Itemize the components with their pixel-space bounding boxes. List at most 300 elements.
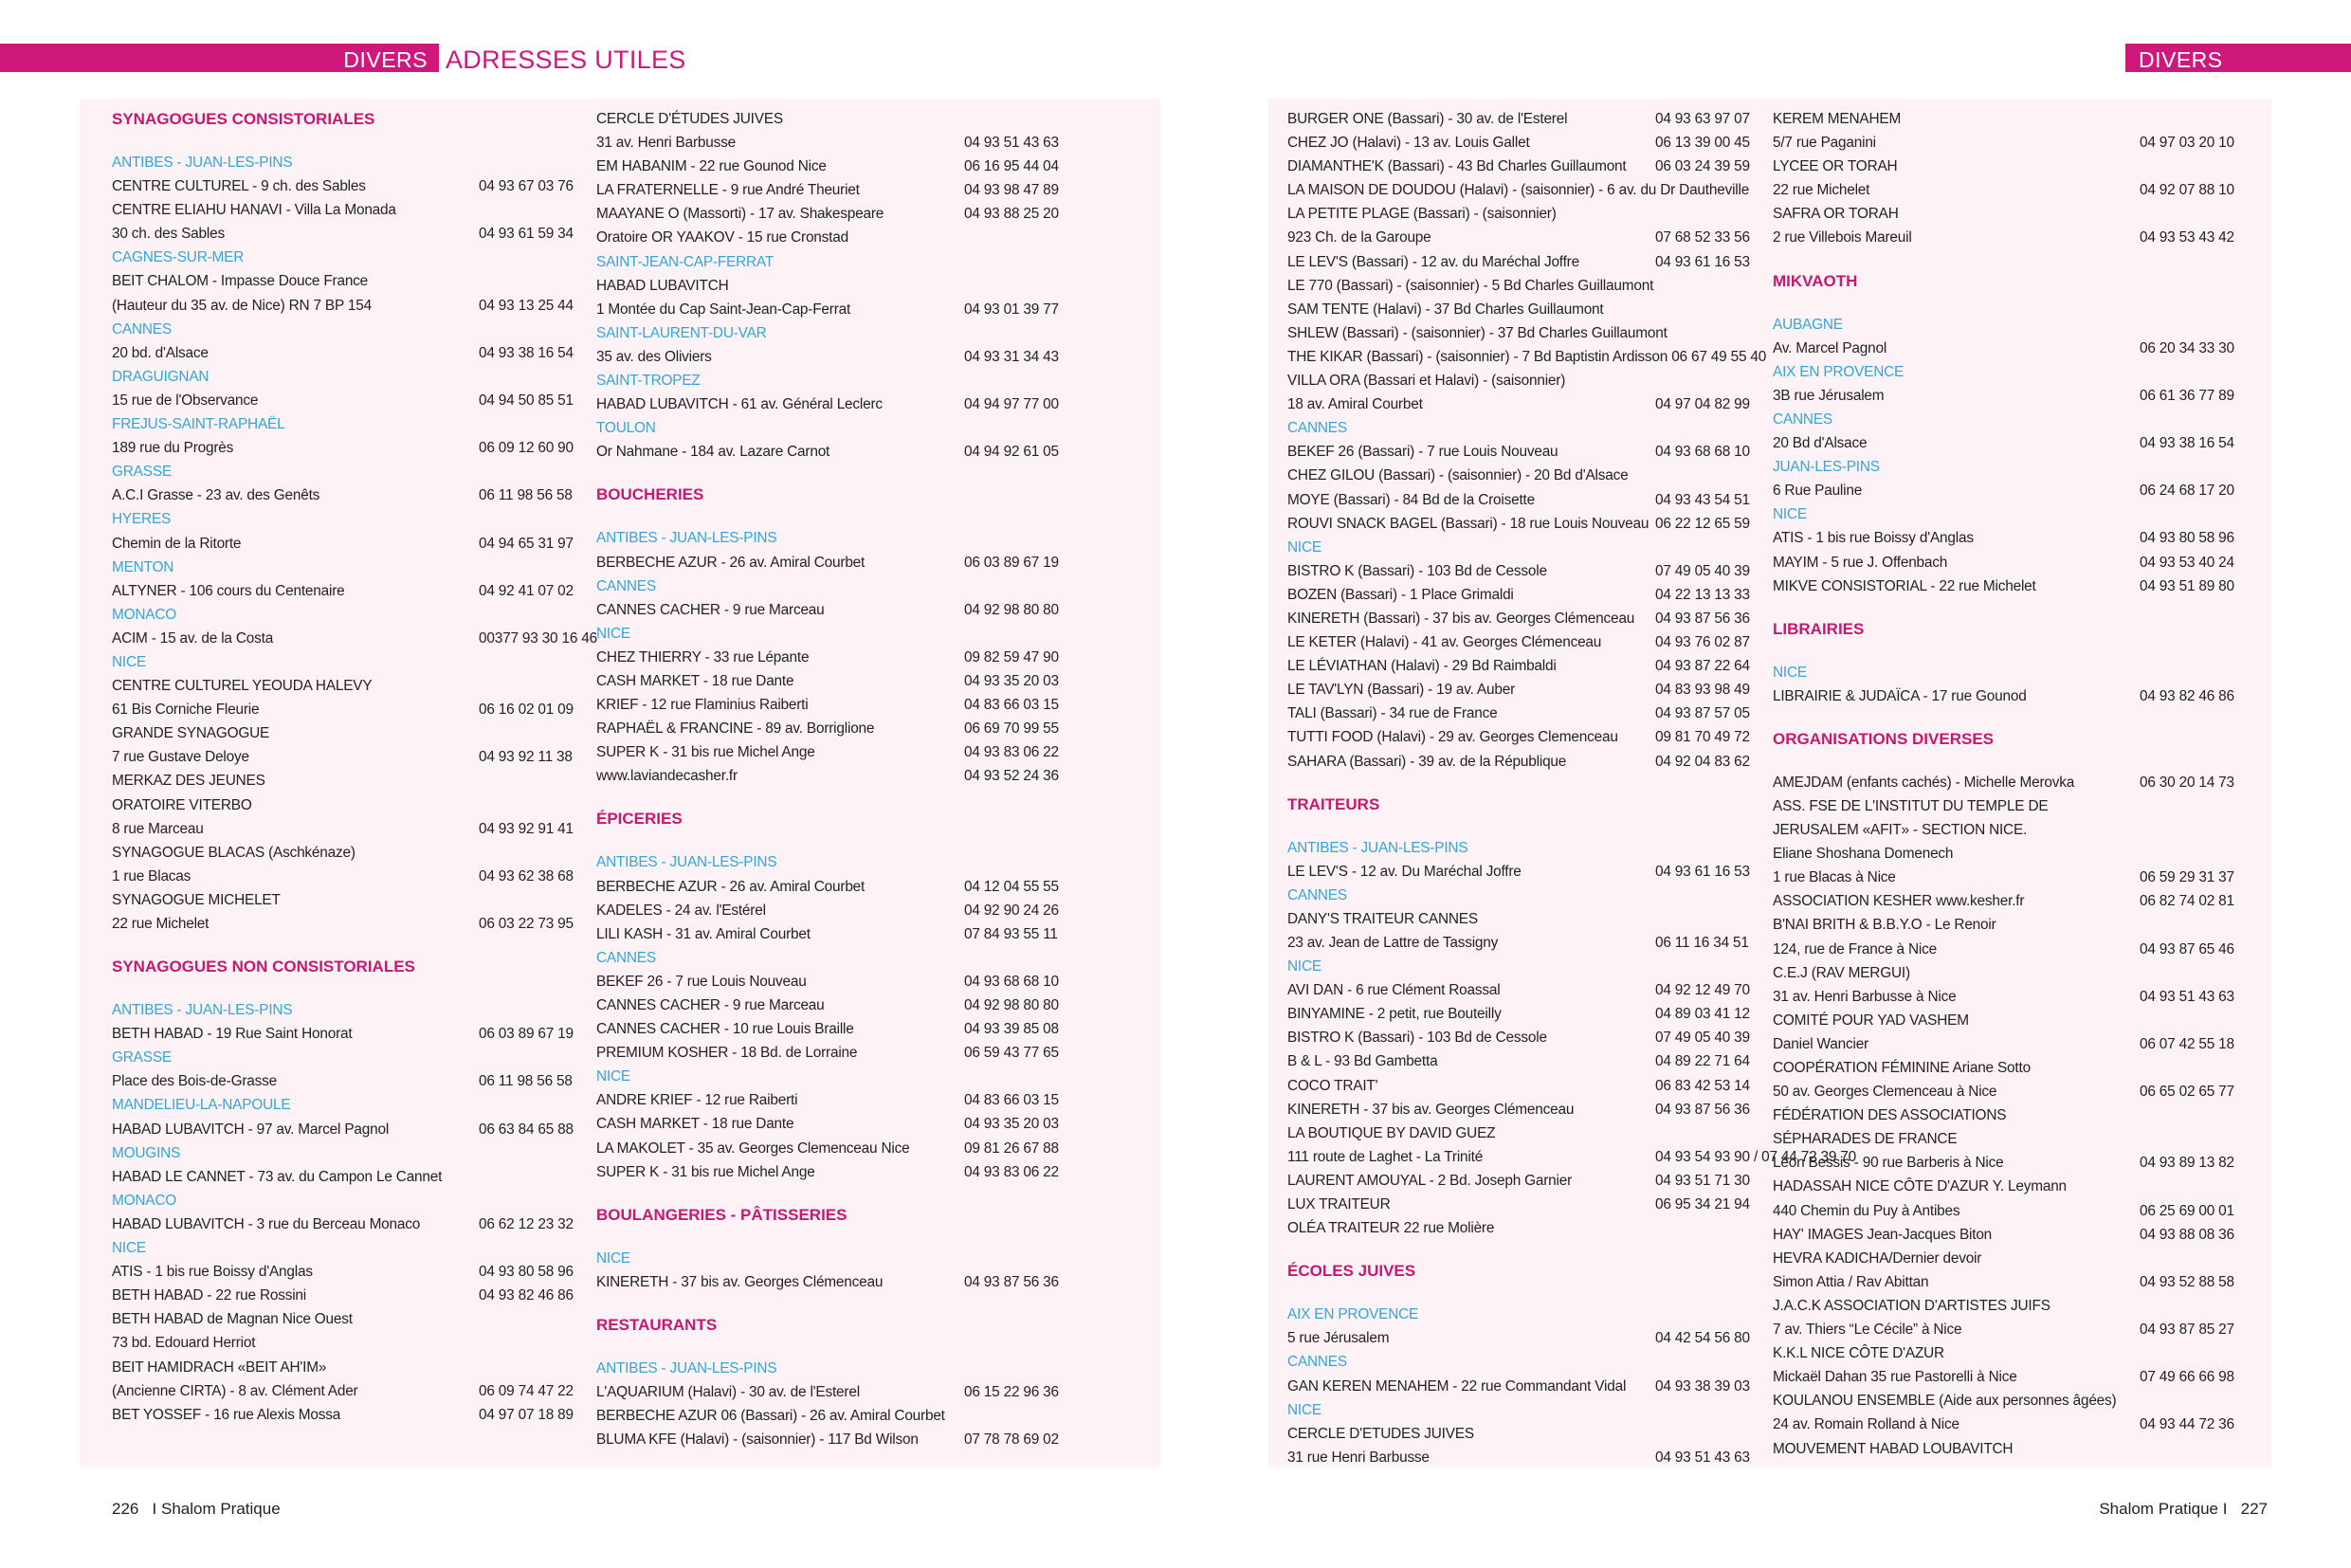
entry-phone: 04 92 90 24 26 <box>964 902 1059 919</box>
page-number-left: 226 I Shalom Pratique <box>112 1500 281 1518</box>
directory-entry <box>1773 384 2247 408</box>
city-label: TOULON <box>596 420 656 437</box>
entry-name: 20 bd. d'Alsace <box>112 344 209 361</box>
directory-entry <box>112 793 573 817</box>
entry-phone: 06 22 12 65 59 <box>1655 515 1750 532</box>
entry-phone: 04 93 52 88 58 <box>2140 1273 2234 1290</box>
city-label: GRASSE <box>112 464 172 481</box>
directory-entry <box>596 1404 1059 1428</box>
directory-entry <box>1773 913 2247 937</box>
entry-name: LYCEE OR TORAH <box>1773 158 1898 175</box>
entry-name: B & L - 93 Bd Gambetta <box>1287 1053 1438 1070</box>
directory-entry <box>1287 725 1752 749</box>
entry-name: B'NAI BRITH & B.B.Y.O - Le Renoir <box>1773 917 1996 934</box>
directory-entry <box>1287 1002 1752 1026</box>
entry-phone: 04 93 61 59 34 <box>479 226 574 243</box>
entry-name: Eliane Shoshana Domenech <box>1773 846 1954 863</box>
section-heading: SYNAGOGUES CONSISTORIALES <box>112 110 375 128</box>
directory-entry <box>1287 1074 1752 1098</box>
entry-name: 6 Rue Pauline <box>1773 483 1863 500</box>
directory-entry <box>1287 1422 1752 1446</box>
entry-phone: 06 11 98 56 58 <box>479 487 573 504</box>
city-label: ANTIBES - JUAN-LES-PINS <box>112 155 293 171</box>
entry-phone: 04 93 01 39 77 <box>964 301 1059 318</box>
entry-phone: 04 93 38 16 54 <box>2140 435 2234 452</box>
entry-name: SAFRA OR TORAH <box>1773 206 1899 223</box>
entry-name: SYNAGOGUE BLACAS (Aschkénaze) <box>112 844 355 861</box>
city-label: AIX EN PROVENCE <box>1287 1306 1419 1323</box>
directory-entry <box>1287 583 1752 607</box>
directory-entry <box>112 222 573 246</box>
directory-entry <box>1287 345 1767 369</box>
section-heading: ÉPICERIES <box>596 810 683 829</box>
entry-name: HEVRA KADICHA/Dernier devoir <box>1773 1249 1982 1267</box>
entry-name: BETH HABAD de Magnan Nice Ouest <box>112 1311 353 1328</box>
entry-phone: 04 97 07 18 89 <box>479 1406 574 1423</box>
directory-entry <box>596 1428 1059 1451</box>
directory-entry <box>112 341 573 365</box>
directory-entry <box>1773 1032 2247 1056</box>
entry-name: LE LEV'S (Bassari) - 12 av. du Maréchal Joffre <box>1287 253 1579 270</box>
city-label: CAGNES-SUR-MER <box>112 249 245 266</box>
city-label: AIX EN PROVENCE <box>1773 363 1904 380</box>
section-heading: MIKVAOTH <box>1773 271 1858 290</box>
entry-name: 5 rue Jérusalem <box>1287 1330 1390 1347</box>
directory-entry <box>112 1165 573 1189</box>
entry-name: BURGER ONE (Bassari) - 30 av. de l'Esterel <box>1287 111 1568 127</box>
entry-name: 5/7 rue Paganini <box>1773 135 1876 152</box>
entry-name: COMITÉ POUR YAD VASHEM <box>1773 1012 1969 1029</box>
entry-name: SAM TENTE (Halavi) - 37 Bd Charles Guillaumont <box>1287 301 1604 318</box>
directory-entry <box>1773 794 2247 818</box>
entry-name: MIKVE CONSISTORIAL - 22 rue Michelet <box>1773 577 2036 594</box>
entry-name: DANY'S TRAITEUR CANNES <box>1287 910 1478 927</box>
directory-entry <box>596 131 1059 155</box>
city-label: NICE <box>596 1249 630 1267</box>
city-label: HYERES <box>112 511 172 528</box>
directory-entry <box>1287 226 1752 249</box>
entry-phone: 04 92 41 07 02 <box>479 582 574 599</box>
entry-name: BETH HABAD - 19 Rue Saint Honorat <box>112 1026 353 1043</box>
entry-phone: 04 93 80 58 96 <box>2140 530 2234 547</box>
entry-phone: 04 93 83 06 22 <box>964 744 1059 761</box>
entry-phone: 06 03 89 67 19 <box>479 1026 574 1043</box>
entry-phone: 04 93 88 08 36 <box>2140 1226 2234 1243</box>
directory-entry <box>596 1041 1059 1065</box>
entry-name: C.E.J (RAV MERGUI) <box>1773 964 1910 981</box>
entry-phone: 06 07 42 55 18 <box>2140 1035 2234 1052</box>
directory-entry <box>1773 1223 2247 1247</box>
directory-entry <box>1287 1026 1752 1049</box>
entry-name: BINYAMINE - 2 petit, rue Bouteilly <box>1287 1006 1502 1023</box>
entry-name: SHLEW (Bassari) - (saisonnier) - 37 Bd Charles Guillaumont <box>1287 324 1668 341</box>
directory-entry <box>112 721 573 745</box>
entry-phone: 04 93 31 34 43 <box>964 348 1059 365</box>
city-label: AUBAGNE <box>1773 316 1843 333</box>
directory-entry <box>1287 1049 1752 1073</box>
entry-name: PREMIUM KOSHER - 18 Bd. de Lorraine <box>596 1045 858 1062</box>
city-label: NICE <box>1287 958 1321 975</box>
section-heading: BOULANGERIES - PÂTISSERIES <box>596 1205 847 1224</box>
directory-entry <box>112 745 573 769</box>
entry-name: 189 rue du Progrès <box>112 440 234 457</box>
entry-name: HABAD LUBAVITCH - 97 av. Marcel Pagnol <box>112 1121 390 1138</box>
entry-phone: 04 93 87 57 05 <box>1655 705 1750 722</box>
city-label: NICE <box>112 653 146 670</box>
directory-entry <box>596 178 1059 202</box>
entry-name: CASH MARKET - 18 rue Dante <box>596 672 794 689</box>
entry-phone: 06 11 98 56 58 <box>479 1073 573 1090</box>
entry-phone: 09 81 70 49 72 <box>1655 729 1750 746</box>
directory-entry <box>1287 274 1752 298</box>
directory-entry <box>1287 1446 1752 1469</box>
directory-entry <box>596 598 1059 622</box>
entry-name: BERBECHE AZUR - 26 av. Amiral Courbet <box>596 878 866 895</box>
entry-name: BERBECHE AZUR 06 (Bassari) - 26 av. Amiral Courbet <box>596 1408 945 1425</box>
entry-name: CENTRE ELIAHU HANAVI - Villa La Monada <box>112 202 396 219</box>
directory-entry <box>596 298 1059 321</box>
directory-entry <box>112 436 573 460</box>
directory-entry <box>112 483 573 507</box>
directory-entry <box>112 579 573 603</box>
entry-name: CANNES CACHER - 9 rue Marceau <box>596 601 825 618</box>
directory-entry <box>1773 551 2247 574</box>
entry-name: KEREM MENAHEM <box>1773 111 1902 127</box>
entry-name: CERCLE D'ETUDES JUIVES <box>1287 1425 1474 1442</box>
entry-name: CERCLE D'ÉTUDES JUIVES <box>596 111 783 127</box>
directory-entry <box>1773 771 2247 794</box>
entry-name: BEIT CHALOM - Impasse Douce France <box>112 273 369 290</box>
entry-phone: 04 93 87 56 36 <box>964 1273 1059 1290</box>
entry-name: CENTRE CULTUREL YEOUDA HALEVY <box>112 678 373 695</box>
entry-phone: 07 49 05 40 39 <box>1655 1030 1750 1047</box>
entry-phone: 06 95 34 21 94 <box>1655 1196 1750 1213</box>
entry-name: COOPÉRATION FÉMININE Ariane Sotto <box>1773 1060 2031 1076</box>
city-label: SAINT-TROPEZ <box>596 373 701 390</box>
city-label: CANNES <box>1773 410 1832 428</box>
entry-phone: 04 93 68 68 10 <box>1655 444 1750 461</box>
directory-entry <box>1287 1375 1752 1398</box>
entry-phone: 09 81 26 67 88 <box>964 1140 1059 1157</box>
directory-entry <box>112 1022 573 1046</box>
entry-name: 31 av. Henri Barbusse à Nice <box>1773 988 1957 1005</box>
entry-phone: 04 93 87 22 64 <box>1655 658 1750 675</box>
entry-phone: 04 93 53 40 24 <box>2140 554 2234 571</box>
directory-entry <box>596 970 1059 994</box>
directory-entry <box>112 674 573 698</box>
entry-phone: 04 93 63 97 07 <box>1655 111 1750 127</box>
entry-name: SYNAGOGUE MICHELET <box>112 891 281 908</box>
entry-name: 1 rue Blacas à Nice <box>1773 869 1896 886</box>
directory-entry <box>1287 202 1752 226</box>
entry-name: DIAMANTHE'K (Bassari) - 43 Bd Charles Guillaumont <box>1287 158 1627 175</box>
entry-phone: 04 93 82 46 86 <box>2140 687 2234 704</box>
entry-name: HABAD LE CANNET - 73 av. du Campon Le Cannet <box>112 1168 443 1185</box>
entry-name: SÉPHARADES DE FRANCE <box>1773 1131 1958 1148</box>
directory-entry <box>112 198 573 222</box>
entry-phone: 04 83 66 03 15 <box>964 1092 1059 1109</box>
directory-entry <box>1773 1365 2247 1389</box>
directory-entry <box>596 202 1059 226</box>
entry-name: 8 rue Marceau <box>112 820 204 837</box>
section-heading: TRAITEURS <box>1287 794 1380 813</box>
city-label: MONACO <box>112 1192 177 1209</box>
directory-entry <box>112 1356 573 1379</box>
entry-name: TALI (Bassari) - 34 rue de France <box>1287 705 1498 722</box>
city-label: CANNES <box>596 949 656 966</box>
entry-name: A.C.I Grasse - 23 av. des Genêts <box>112 487 320 504</box>
entry-phone: 04 93 87 85 27 <box>2140 1322 2234 1339</box>
entry-name: SUPER K - 31 bis rue Michel Ange <box>596 1163 815 1180</box>
header-band-right <box>2125 44 2351 72</box>
entry-name: EM HABANIM - 22 rue Gounod Nice <box>596 158 827 175</box>
directory-entry <box>1773 1199 2247 1223</box>
city-label: SAINT-LAURENT-DU-VAR <box>596 324 767 341</box>
entry-phone: 06 25 69 00 01 <box>2140 1202 2234 1219</box>
section-spacer <box>1287 1240 1752 1259</box>
entry-name: BET YOSSEF - 16 rue Alexis Mossa <box>112 1406 341 1423</box>
entry-phone: 06 69 70 99 55 <box>964 720 1059 738</box>
entry-phone: 04 83 93 98 49 <box>1655 682 1750 699</box>
directory-entry <box>1287 678 1752 702</box>
entry-name: THE KIKAR (Bassari) - (saisonnier) - 7 Bd Baptistin Ardisson 06 67 49 55 40 <box>1287 348 1767 365</box>
entry-name: Simon Attia / Rav Abittan <box>1773 1273 1929 1290</box>
directory-entry <box>1773 226 2247 249</box>
directory-entry <box>112 1379 573 1403</box>
entry-name: ASS. FSE DE L'INSTITUT DU TEMPLE DE <box>1773 797 2049 814</box>
directory-entry <box>1287 931 1752 955</box>
city-label: FREJUS-SAINT-RAPHAËL <box>112 416 285 433</box>
directory-entry <box>1773 1341 2247 1365</box>
entry-phone: 06 09 12 60 90 <box>479 440 574 457</box>
entry-phone: 04 93 98 47 89 <box>964 182 1059 199</box>
directory-entry <box>596 875 1059 899</box>
entry-name: HABAD LUBAVITCH <box>596 277 729 294</box>
directory-entry <box>596 274 1059 298</box>
entry-phone: 04 92 98 80 80 <box>964 601 1059 618</box>
city-label: ANTIBES - JUAN-LES-PINS <box>596 530 777 547</box>
section-spacer <box>1773 598 2247 617</box>
directory-entry <box>112 532 573 556</box>
directory-entry <box>1773 1080 2247 1103</box>
directory-entry <box>1773 866 2247 889</box>
entry-name: 111 route de Laghet - La Trinité <box>1287 1148 1484 1165</box>
city-label: ANTIBES - JUAN-LES-PINS <box>596 854 777 871</box>
entry-phone: 06 16 02 01 09 <box>479 702 574 719</box>
directory-entry <box>1773 1437 2247 1461</box>
directory-entry <box>112 698 573 721</box>
entry-phone: 04 97 04 82 99 <box>1655 396 1750 413</box>
entry-phone: 06 62 12 23 32 <box>479 1215 574 1232</box>
directory-entry <box>112 817 573 841</box>
directory-entry <box>112 294 573 318</box>
entry-name: CENTRE CULTUREL - 9 ch. des Sables <box>112 178 366 195</box>
section-heading: SYNAGOGUES NON CONSISTORIALES <box>112 957 415 976</box>
directory-entry <box>112 912 573 936</box>
entry-phone: 06 24 68 17 20 <box>2140 483 2234 500</box>
directory-entry <box>1773 1318 2247 1341</box>
directory-entry <box>596 226 1059 249</box>
entry-phone: 04 93 38 16 54 <box>479 344 574 361</box>
entry-name: BISTRO K (Bassari) - 103 Bd de Cessole <box>1287 562 1547 579</box>
directory-entry <box>1287 369 1752 392</box>
directory-entry <box>1773 178 2247 202</box>
directory-entry <box>1773 431 2247 455</box>
entry-name: AVI DAN - 6 rue Clément Roassal <box>1287 982 1501 999</box>
directory-entry <box>112 269 573 293</box>
directory-entry <box>1773 1151 2247 1175</box>
entry-name: CHEZ THIERRY - 33 rue Lépante <box>596 648 810 665</box>
section-spacer <box>1287 774 1752 793</box>
section-spacer <box>596 1184 1059 1203</box>
entry-phone: 04 94 50 85 51 <box>479 392 574 409</box>
entry-name: BEKEF 26 - 7 rue Louis Nouveau <box>596 973 807 990</box>
section-spacer <box>1773 708 2247 727</box>
city-label: SAINT-JEAN-CAP-FERRAT <box>596 253 775 270</box>
entry-name: SUPER K - 31 bis rue Michel Ange <box>596 744 815 761</box>
entry-phone: 04 93 61 16 53 <box>1655 253 1750 270</box>
entry-phone: 04 92 12 49 70 <box>1655 982 1750 999</box>
directory-entry <box>1287 750 1752 774</box>
directory-entry <box>596 717 1059 740</box>
entry-phone: 04 93 82 46 86 <box>479 1287 574 1304</box>
directory-entry <box>596 693 1059 717</box>
entry-phone: 04 92 04 83 62 <box>1655 753 1750 770</box>
entry-phone: 04 93 43 54 51 <box>1655 491 1750 508</box>
entry-name: ANDRE KRIEF - 12 rue Raiberti <box>596 1092 798 1109</box>
entry-phone: 07 68 52 33 56 <box>1655 229 1750 246</box>
city-label: CANNES <box>1287 886 1347 903</box>
directory-entry <box>1287 178 1752 202</box>
entry-name: 35 av. des Oliviers <box>596 348 712 365</box>
entry-phone: 04 89 03 41 12 <box>1655 1006 1750 1023</box>
directory-entry <box>596 1380 1059 1404</box>
directory-entry <box>1287 630 1752 654</box>
directory-entry <box>596 764 1059 788</box>
entry-name: VILLA ORA (Bassari et Halavi) - (saisonnier) <box>1287 373 1566 390</box>
entry-phone: 04 93 39 85 08 <box>964 1021 1059 1038</box>
city-label: NICE <box>1287 538 1321 556</box>
page-title: ADRESSES UTILES <box>446 46 686 74</box>
directory-entry <box>1773 202 2247 226</box>
entry-name: LILI KASH - 31 av. Amiral Courbet <box>596 925 811 942</box>
entry-phone: 04 22 13 13 33 <box>1655 586 1750 603</box>
entry-name: 440 Chemin du Puy à Antibes <box>1773 1202 1960 1219</box>
directory-entry <box>1773 131 2247 155</box>
entry-phone: 04 93 62 38 68 <box>479 867 574 884</box>
entry-name: BISTRO K (Bassari) - 103 Bd de Cessole <box>1287 1030 1547 1047</box>
entry-phone: 04 12 04 55 55 <box>964 878 1059 895</box>
entry-phone: 04 42 54 56 80 <box>1655 1330 1750 1347</box>
entry-name: 923 Ch. de la Garoupe <box>1287 229 1431 246</box>
entry-name: KINERETH - 37 bis av. Georges Clémenceau <box>1287 1101 1575 1118</box>
directory-entry <box>1773 1009 2247 1032</box>
entry-phone: 04 92 07 88 10 <box>2140 182 2234 199</box>
directory-column-2 <box>596 107 1059 1451</box>
directory-entry <box>1773 479 2247 502</box>
city-label: NICE <box>596 625 630 642</box>
entry-name: 7 av. Thiers “Le Cécile” à Nice <box>1773 1322 1962 1339</box>
directory-entry <box>1773 985 2247 1009</box>
section-tag-left: DIVERS <box>343 47 428 72</box>
directory-entry <box>1773 1413 2247 1436</box>
entry-phone: 04 93 89 13 82 <box>2140 1155 2234 1172</box>
entry-phone: 04 93 88 25 20 <box>964 206 1059 223</box>
entry-name: 23 av. Jean de Lattre de Tassigny <box>1287 935 1499 951</box>
city-label: MONACO <box>112 606 177 623</box>
entry-name: CANNES CACHER - 10 rue Louis Braille <box>596 1021 854 1038</box>
city-label: ANTIBES - JUAN-LES-PINS <box>1287 839 1468 856</box>
entry-phone: 04 93 44 72 36 <box>2140 1416 2234 1433</box>
entry-name: BETH HABAD - 22 rue Rossini <box>112 1287 307 1304</box>
directory-entry <box>596 922 1059 946</box>
entry-name: 2 rue Villebois Mareuil <box>1773 229 1912 246</box>
entry-name: LE TAV'LYN (Bassari) - 19 av. Auber <box>1287 682 1516 699</box>
entry-phone: 04 93 83 06 22 <box>964 1163 1059 1180</box>
entry-name: BLUMA KFE (Halavi) - (saisonnier) - 117 Bd Wilson <box>596 1431 919 1449</box>
entry-name: 1 Montée du Cap Saint-Jean-Cap-Ferrat <box>596 301 851 318</box>
section-spacer <box>596 1294 1059 1313</box>
header-band-left <box>0 44 439 72</box>
entry-name: 22 rue Michelet <box>1773 182 1870 199</box>
entry-name: ACIM - 15 av. de la Costa <box>112 629 274 647</box>
entry-name: ATIS - 1 bis rue Boissy d'Anglas <box>112 1264 313 1281</box>
entry-phone: 04 83 66 03 15 <box>964 697 1059 714</box>
entry-phone: 07 78 78 69 02 <box>964 1431 1059 1449</box>
directory-entry <box>596 1160 1059 1184</box>
directory-entry <box>112 627 597 650</box>
directory-entry <box>112 1284 573 1307</box>
directory-entry <box>1287 1216 1752 1240</box>
entry-name: LE LÉVIATHAN (Halavi) - 29 Bd Raimbaldi <box>1287 658 1557 675</box>
entry-name: Daniel Wancier <box>1773 1035 1868 1052</box>
directory-entry <box>1287 321 1752 345</box>
entry-name: 61 Bis Corniche Fleurie <box>112 702 260 719</box>
entry-phone: 07 49 05 40 39 <box>1655 562 1750 579</box>
directory-entry <box>1287 860 1752 884</box>
entry-phone: 06 82 74 02 81 <box>2140 893 2234 910</box>
entry-phone: 04 93 52 24 36 <box>964 768 1059 785</box>
directory-entry <box>596 994 1059 1017</box>
entry-name: Léon Bessis - 90 rue Barberis à Nice <box>1773 1155 2004 1172</box>
entry-name: OLÉA TRAITEUR 22 rue Molière <box>1287 1220 1495 1237</box>
entry-phone: 06 03 89 67 19 <box>964 554 1059 571</box>
entry-phone: 04 93 92 91 41 <box>479 820 574 837</box>
city-label: MENTON <box>112 558 174 575</box>
directory-entry <box>596 1270 1059 1294</box>
directory-entry <box>1287 607 1752 630</box>
city-label: DRAGUIGNAN <box>112 368 210 385</box>
entry-name: CHEZ GILOU (Bassari) - (saisonnier) - 20 Bd d'Alsace <box>1287 467 1629 484</box>
entry-name: Mickaël Dahan 35 rue Pastorelli à Nice <box>1773 1369 2017 1386</box>
entry-phone: 04 93 35 20 03 <box>964 672 1059 689</box>
entry-name: BOZEN (Bassari) - 1 Place Grimaldi <box>1287 586 1514 603</box>
directory-entry <box>596 899 1059 922</box>
directory-entry <box>596 1088 1059 1112</box>
entry-name: AMEJDAM (enfants cachés) - Michelle Merovka <box>1773 774 2075 791</box>
directory-entry <box>1287 1145 1857 1169</box>
directory-entry <box>1287 559 1752 583</box>
entry-name: LA MAISON DE DOUDOU (Halavi) - (saisonnier) - 6 av. du Dr Dautheville <box>1287 182 1750 199</box>
directory-entry <box>1287 702 1752 725</box>
entry-phone: 04 93 61 16 53 <box>1655 863 1750 880</box>
entry-name: ROUVI SNACK BAGEL (Bassari) - 18 rue Louis Nouveau <box>1287 515 1649 532</box>
directory-entry <box>1773 842 2247 866</box>
entry-phone: 04 93 51 43 63 <box>2140 988 2234 1005</box>
directory-entry <box>1773 155 2247 178</box>
directory-entry <box>112 865 573 888</box>
entry-name: Chemin de la Ritorte <box>112 535 242 552</box>
